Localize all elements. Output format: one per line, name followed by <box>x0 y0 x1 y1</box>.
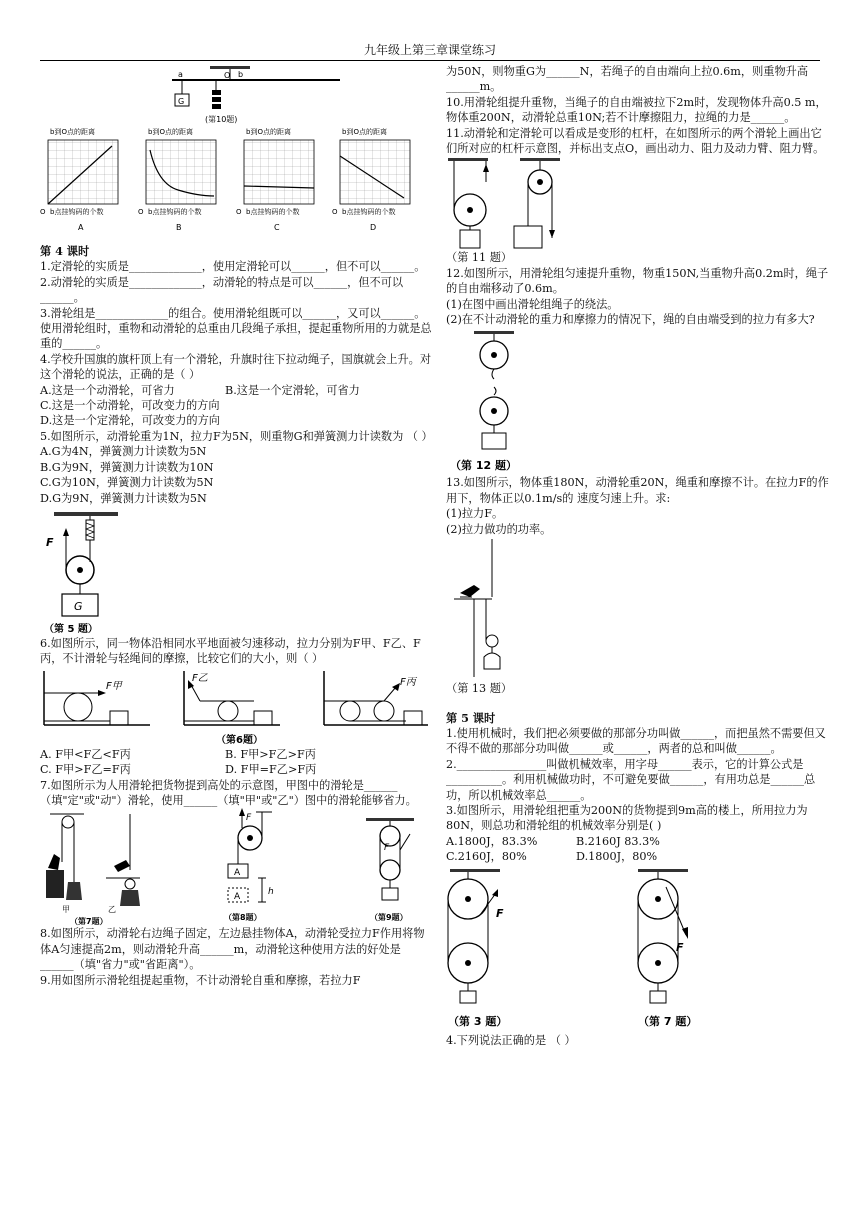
q9-text: 9.用如图所示滑轮组提起重物，不计动滑轮自重和摩擦，若拉力F <box>40 973 361 987</box>
q10-text: 10.用滑轮组提升重物，当绳子的自由端被拉下2m时，发现物体升高0.5 m，物体重200N，动滑轮总重10N;若不计摩擦阻力，拉绳的力是______。 <box>446 95 827 125</box>
q4-option-b: B.这是一个定滑轮，可省力 <box>225 383 360 397</box>
fig8-height-label: h <box>268 887 274 898</box>
l5-fig3-fig7-diagrams <box>446 865 832 1033</box>
fig6-panel-jia <box>44 671 150 725</box>
q8-text: 8.如图所示，动滑轮右边绳子固定，左边悬挂物体A，动滑轮受拉力F作用将物体A匀速提高2m，则动滑轮升高______m，动滑轮这种使用方法的好处是______（填"省力"或"省距离"）。 <box>40 927 425 972</box>
fig10-lever-diagram <box>40 64 432 126</box>
q7-text: 7.如图所示为人用滑轮把货物提到高处的示意图，甲图中的滑轮是______（填"定"或"动"）滑轮，使用______（填"甲"或"乙"）图中的滑轮能够省力。 <box>40 778 417 807</box>
q6-option-c: C. F甲>F乙=F丙 <box>40 763 131 777</box>
q5-option-b: B.G为9N，弹簧测力计读数为10N <box>40 460 214 474</box>
q5-option-a: A.G为4N，弹簧测力计读数为5N <box>40 445 207 459</box>
q4-option-a: A.这是一个动滑轮，可省力 <box>40 383 175 397</box>
l5-fig3-caption: （第 3 题） <box>448 1014 508 1028</box>
q5-option-c: C.G为10N，弹簧测力计读数为5N <box>40 476 214 490</box>
graph-b-origin: O <box>138 208 144 216</box>
q5-text: 5.如图所示，动滑轮重为1N，拉力F为5N，则重物G和弹簧测力计读数为 （ ） <box>40 429 433 443</box>
graph-b <box>138 127 216 232</box>
fig7-panel-yi <box>106 814 140 914</box>
fig10-graphs <box>40 126 432 236</box>
graph-b-xlabel: b点挂钩码的个数 <box>148 208 202 216</box>
fig6-panel-bing <box>324 671 428 725</box>
q4-option-c: C.这是一个动滑轮，可改变力的方向 <box>40 399 220 413</box>
graph-d <box>332 127 410 232</box>
fig11-caption: （第 11 题） <box>446 251 513 265</box>
graph-d-ylabel: b到O点的距离 <box>342 128 387 136</box>
fig12-diagram <box>446 327 832 475</box>
q6-option-b: B. F甲>F乙>F丙 <box>225 747 316 761</box>
header-title: 九年级上第三章课堂练习 <box>363 43 496 57</box>
fig9-caption: （第9题） <box>370 913 408 923</box>
fig11-fixed-pulley <box>514 158 560 248</box>
fig8-block-label: A <box>234 868 241 879</box>
graph-c-option: C <box>274 223 280 232</box>
fig6-force-jia: F甲 <box>106 680 122 692</box>
l5-fig7-force-label: F <box>676 940 684 954</box>
graph-a-ylabel: b到O点的距离 <box>50 128 95 136</box>
graph-d-option: D <box>370 223 377 232</box>
q5-option-d: D.G为9N，弹簧测力计读数为5N <box>40 491 207 505</box>
fig6-force-bing: F丙 <box>400 676 416 688</box>
fig7-label-yi: 乙 <box>108 905 116 915</box>
graph-d-xlabel: b点挂钩码的个数 <box>342 208 396 216</box>
graph-c-xlabel: b点挂钩码的个数 <box>246 208 300 216</box>
fig12-caption: （第 12 题） <box>450 459 517 473</box>
fig8-panel <box>224 808 274 922</box>
graph-a-origin: O <box>40 208 46 216</box>
q12-part2: (2)在不计动滑轮的重力和摩擦力的情况下，绳的自由端受到的拉力有多大? <box>446 313 815 327</box>
q13-part1: (1)拉力F。 <box>446 507 504 521</box>
lesson4-heading: 第 4 课时 <box>40 244 90 258</box>
q6-text: 6.如图所示，同一物体沿相同水平地面被匀速移动，拉力分别为F甲、F乙、F丙，不计滑轮与轻绳间的摩擦，比较它们的大小，则（ ） <box>40 636 421 666</box>
fig11-diagram <box>446 156 832 250</box>
l5-q3-option-c: C.2160J，80% <box>446 850 527 864</box>
l5-fig7-panel <box>638 869 697 1028</box>
l5-fig3-panel <box>448 869 507 1028</box>
fig9-force-label: F <box>384 843 390 854</box>
fig5-force-label: F <box>46 535 54 549</box>
graph-a <box>40 127 118 232</box>
graph-c-origin: O <box>236 208 242 216</box>
fig13-diagram <box>446 537 832 681</box>
q12-text: 12.如图所示，用滑轮组匀速提升重物，物重150N,当重物升高0.2m时，绳子的自由端移动了0.6m。 <box>446 266 829 296</box>
fig10-label-b: b <box>238 70 244 79</box>
l5-fig7-caption: （第 7 题） <box>638 1014 698 1028</box>
fig11-movable-pulley <box>448 158 489 248</box>
fig10-label-g: G <box>178 97 185 106</box>
graph-b-ylabel: b到O点的距离 <box>148 128 193 136</box>
q6-option-d: D. F甲=F乙>F丙 <box>225 763 317 777</box>
q13-part2: (2)拉力做功的功率。 <box>446 522 552 536</box>
fig6-force-yi: F乙 <box>192 672 208 684</box>
left-column <box>40 64 432 988</box>
right-column <box>446 64 832 1048</box>
graph-d-origin: O <box>332 208 338 216</box>
q12-part1: (1)在图中画出滑轮组绳子的绕法。 <box>446 297 619 311</box>
fig10-caption: (第10题) <box>205 115 238 124</box>
fig7-label-jia: 甲 <box>62 905 70 915</box>
graph-a-option: A <box>78 223 84 232</box>
fig8-block-label-dashed: A <box>234 892 241 903</box>
q6-option-a: A. F甲<F乙<F丙 <box>40 747 131 761</box>
fig6-panel-yi <box>184 671 280 725</box>
fig6-diagram <box>40 667 432 747</box>
fig5-weight-label: G <box>74 599 83 613</box>
l5-q3-option-d: D.1800J，80% <box>576 850 658 864</box>
q13-text: 13.如图所示，物体重180N，动滑轮重20N，绳重和摩擦不计。在拉力F的作用下，物体正以0.1m/s的 速度匀速上升。求: <box>446 476 829 505</box>
fig7-caption: （第7题） <box>70 917 108 927</box>
q3-text: 3.滑轮组是_____________的组合。使用滑轮组既可以______，又可以______。使用滑轮组时，重物和动滑轮的总重由几段绳子承担，提起重物所用的力就是总重的______。 <box>40 306 432 351</box>
graph-a-xlabel: b点挂钩码的个数 <box>50 208 104 216</box>
fig13-caption: （第 13 题） <box>446 682 513 696</box>
fig10-label-o: O <box>224 71 231 80</box>
q9-continuation: 为50N，则物重G为______N，若绳子的自由端向上拉0.6m，则重物升高______m。 <box>446 65 809 94</box>
q11-text: 11.动滑轮和定滑轮可以看成是变形的杠杆，在如图所示的两个滑轮上画出它们所对应的杠杆示意图，并标出支点O，画出动力、阻力及动力臂、阻力臂。 <box>446 126 825 156</box>
l5-q1-text: 1.使用机械时，我们把必须要做的那部分功叫做______，而把虽然不需要但又不得不做的那部分功叫做______或______，两者的总和叫做______。 <box>446 726 826 756</box>
l5-q3-option-b: B.2160J 83.3% <box>576 834 660 848</box>
fig7-panel-jia <box>46 814 84 914</box>
q1-text: 1.定滑轮的实质是_____________，使用定滑轮可以______，但不可以______。 <box>40 260 426 274</box>
q4-text: 4.学校升国旗的旗杆顶上有一个滑轮，升旗时往下拉动绳子，国旗就会上升。对这个滑轮的说法，正确的是（ ） <box>40 352 432 382</box>
fig10-label-a: a <box>178 70 183 79</box>
l5-q4-text: 4.下列说法正确的是 （ ） <box>446 1033 576 1047</box>
q4-option-d: D.这是一个定滑轮，可改变力的方向 <box>40 414 220 428</box>
fig5-caption: （第 5 题） <box>44 623 98 635</box>
graph-c-ylabel: b到O点的距离 <box>246 128 291 136</box>
l5-q3-option-a: A.1800J，83.3% <box>446 834 538 848</box>
fig8-force-label: F <box>246 813 252 824</box>
lesson5-heading: 第 5 课时 <box>446 710 496 725</box>
graph-c <box>236 127 314 232</box>
graph-b-option: B <box>176 223 182 232</box>
fig8-caption: （第8题） <box>224 913 262 923</box>
page-header <box>40 40 820 61</box>
l5-q2-text: 2.________________叫做机械效率，用字母______表示，它的计算公式是__________。利用机械做功时，不可避免要做______，有用功总是______总功，所以机械效率总______。 <box>446 757 816 802</box>
fig5-diagram <box>40 506 432 636</box>
l5-q3-text: 3.如图所示，用滑轮组把重为200N的货物提到9m高的楼上，所用拉力为80N，则总功和滑轮组的机械效率分别是( ) <box>446 803 808 833</box>
q2-text: 2.动滑轮的实质是_____________，动滑轮的特点是可以______，但不可以______。 <box>40 275 404 305</box>
l5-fig3-force-label: F <box>496 906 504 920</box>
fig7-8-9-diagrams <box>40 808 432 926</box>
fig9-panel <box>366 818 414 922</box>
fig6-caption: （第6题） <box>216 734 263 746</box>
